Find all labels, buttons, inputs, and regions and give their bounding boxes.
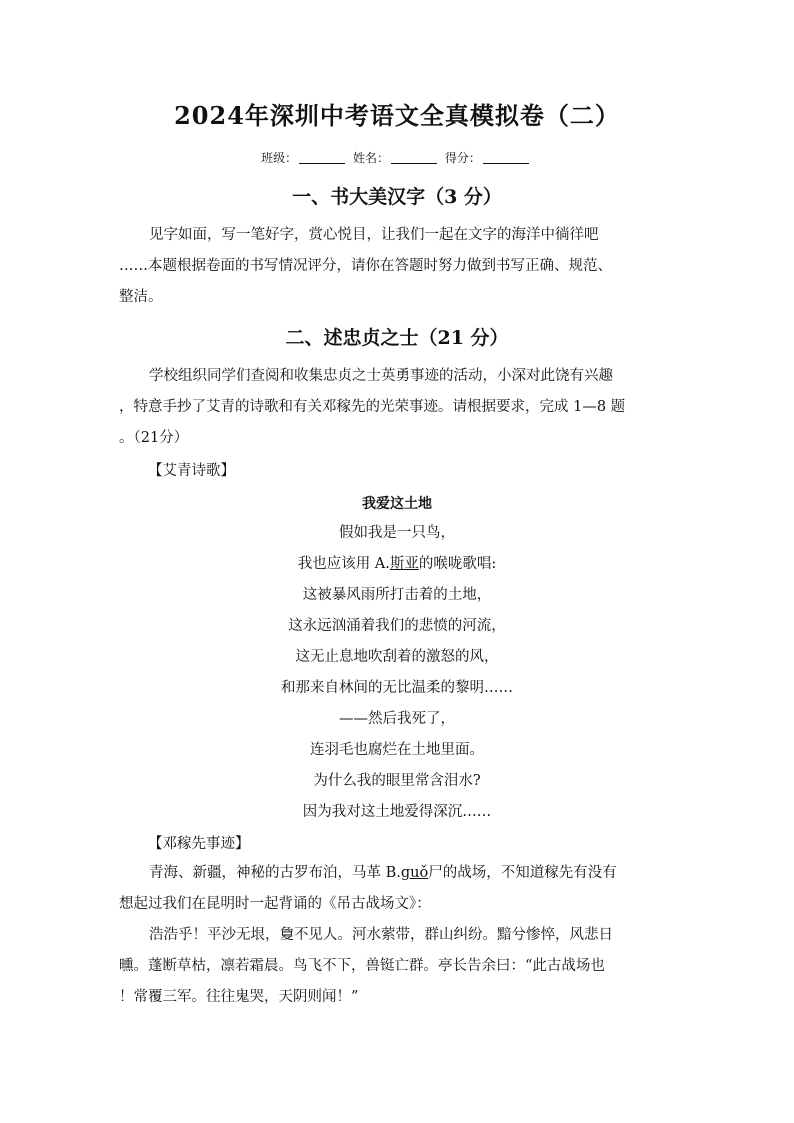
poem-title: 我爱这土地 xyxy=(362,496,432,512)
deng-tag: 【邓稼先事迹】 xyxy=(148,836,250,852)
poem-body xyxy=(0,518,794,828)
poem-text: 我也应该用 A. xyxy=(297,556,390,572)
paragraph-line: 整洁。 xyxy=(119,289,163,305)
deng-paragraph xyxy=(119,858,679,1013)
poem-line: 因为我对这土地爱得深沉…… xyxy=(302,804,492,820)
paragraph-line: 想起过我们在昆明时一起背诵的《吊古战场文》： xyxy=(119,896,431,912)
paragraph-line: ，特意手抄了艾青的诗歌和有关邓稼先的光荣事迹。请根据要求，完成 1—8 题 xyxy=(119,399,626,415)
poem-text: 的喉咙歌唱: xyxy=(418,556,497,572)
section-1-heading: 一、书大美汉字（3 分） xyxy=(292,186,502,208)
poem-line: 连羽毛也腐烂在土地里面。 xyxy=(310,742,484,758)
name-blank[interactable] xyxy=(391,151,437,164)
underlined-word-a: 斯亚 xyxy=(389,556,419,572)
paragraph-line: 。（21分） xyxy=(119,430,189,446)
paragraph-text: 尸的战场，不知道稼先有没有 xyxy=(428,865,617,881)
poem-line: 为什么我的眼里常含泪水? xyxy=(313,773,481,789)
poem-line: 这无止息地吹刮着的激怒的风， xyxy=(295,649,499,665)
paragraph-line: 学校组织同学们查阅和收集忠贞之士英勇事迹的活动，小深对此饶有兴趣 xyxy=(149,368,613,384)
poem-line: 假如我是一只鸟， xyxy=(339,525,455,541)
page-title: 2024年深圳中考语文全真模拟卷（二） xyxy=(174,101,620,130)
paragraph-line: 浩浩乎！平沙无垠，敻不见人。河水萦带，群山纠纷。黯兮惨悴，风悲日 xyxy=(149,927,613,943)
poem-line: 这被暴风雨所打击着的土地， xyxy=(302,587,492,603)
poem-tag: 【艾青诗歌】 xyxy=(148,463,235,479)
poem-line: 和那来自林间的无比温柔的黎明…… xyxy=(281,680,513,696)
student-info-line xyxy=(0,149,794,166)
name-label: 姓名： xyxy=(352,151,389,165)
paragraph-line: 曛。蓬断草枯，凛若霜晨。鸟飞不下，兽铤亡群。亭长告余曰：“此古战场也 xyxy=(119,958,605,974)
paragraph-text: 青海、新疆，神秘的古罗布泊，马革 B. xyxy=(149,865,401,881)
paragraph-line: 见字如面，写一笔好字，赏心悦目，让我们一起在文字的海洋中徜徉吧 xyxy=(149,227,599,243)
section-2-heading: 二、述忠贞之士（21 分） xyxy=(285,327,509,349)
poem-line: ——然后我死了， xyxy=(339,711,455,727)
poem-line: 这永远汹涌着我们的悲愤的河流， xyxy=(288,618,506,634)
underlined-word-b: guǒ xyxy=(400,865,429,881)
score-blank[interactable] xyxy=(483,151,529,164)
class-blank[interactable] xyxy=(299,151,345,164)
paragraph-line: ！常覆三军。往往鬼哭，天阴则闻！” xyxy=(119,989,359,1005)
score-label: 得分： xyxy=(444,151,481,165)
section-1-paragraph xyxy=(119,220,679,313)
class-label: 班级： xyxy=(261,151,298,165)
paragraph-line xyxy=(119,858,679,889)
section-2-paragraph xyxy=(119,361,679,454)
paragraph-line: ……本题根据卷面的书写情况评分，请你在答题时努力做到书写正确、规范、 xyxy=(119,258,612,274)
poem-line xyxy=(0,549,794,580)
